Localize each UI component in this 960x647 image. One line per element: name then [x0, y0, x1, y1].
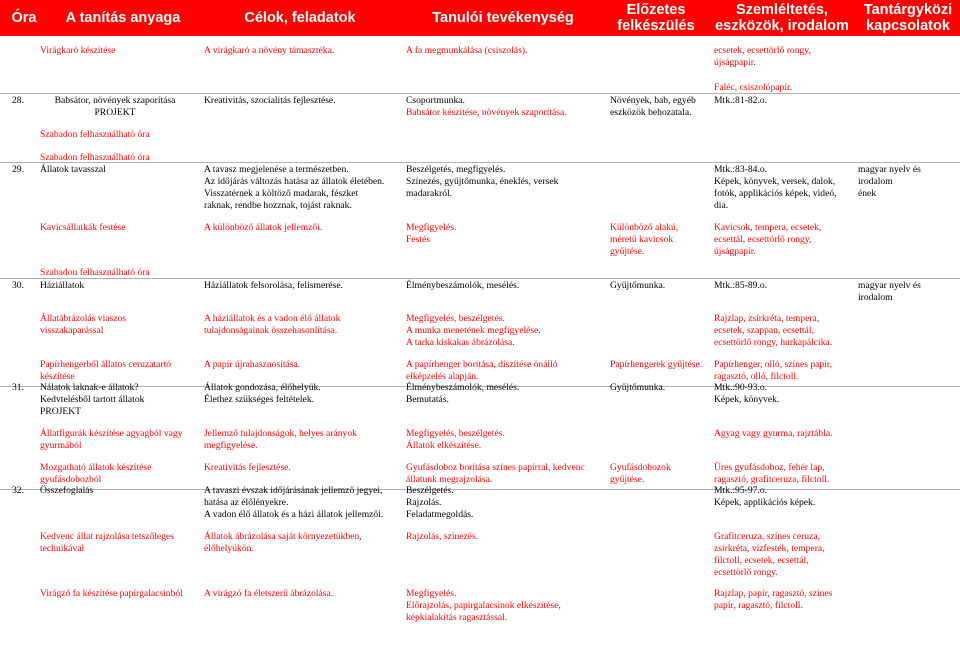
tanuloi-cell: Rajzolás, színezés. [406, 531, 479, 542]
tantargykozi-cell: magyar nyelv és irodalom ének [858, 164, 921, 199]
tanuloi-cell: A fa megmunkálása (csiszolás). [406, 45, 528, 56]
elozetes-cell: Különböző alakú, méretű kavicsok gyűjtése. [610, 222, 679, 257]
celok-cell: A tavasz megjelenése a természetben. Az időjárás változás hatása az állatok életében. Visszatérnek a költöző madarak, fészket raknak, rendbe hozznak, tojást raknak. [204, 164, 385, 211]
szemleltetes-cell: Rajzlap, papír, ragasztó, színes papír, ragasztó, filctoll. [714, 588, 833, 611]
ora-cell: 31. [12, 382, 24, 393]
tanuloi-cell: Beszélgetés, megfigyelés. Színezés, gyűjtőmunka, éneklés, versek madarakról. [406, 164, 559, 199]
celok-cell: A virágzó fa életszerű ábrázolása. [204, 588, 334, 599]
celok-cell: A papír újrahasznosítása. [204, 359, 301, 370]
szemleltetes-cell: Papírhenger, olló, színes papír, ragasztó, olló, filctoll. [714, 359, 833, 382]
szemleltetes-cell: Faléc, csiszolópapír. [714, 82, 793, 93]
anyag-cell: Virágkaró készítése [40, 45, 116, 56]
tanuloi-cell: Megfigyelés. Festés [406, 222, 457, 245]
tanuloi-cell: Megfigyelés, beszélgetés. A munka menetének megfigyelése. A tarka kiskakas ábrázolása. [406, 313, 541, 348]
col-elozetes: Előzetes felkészülés [617, 2, 695, 34]
szemleltetes-cell: Grafitceruza, színes ceruza, zsírkréta, vízfesték, tempera, filctoll, ecsetek, ecsettál, ecsettörlő rongy. [714, 531, 825, 578]
anyag-cell: Háziállatok [40, 280, 85, 291]
celok-cell: A tavaszi évszak időjárásának jellemző jegyei, hatása az élőlényekre. A vadon élő állatok és a házi állatok jellemzői. [204, 485, 384, 520]
szemleltetes-cell: Mtk.:95-97.o. Képek, applikációs képek. [714, 485, 816, 508]
elozetes-cell: Növények, bab, egyéb eszközök behozatala. [610, 95, 696, 118]
col-szemleltetes: Szemléltetés, eszközök, irodalom [715, 2, 849, 34]
table-header [0, 0, 960, 36]
col-tantargykozi: Tantárgyközi kapcsolatok [863, 2, 953, 34]
celok-cell: Háziállatok felsorolása, felismerése. [204, 280, 344, 291]
tantargykozi-cell: magyar nyelv és irodalom [858, 280, 921, 303]
ora-cell: 32. [12, 485, 24, 496]
szemleltetes-cell: Kavicsok, tempera, ecsetek, ecsettál, ecsettörlő rongy, újságpapír. [714, 222, 822, 257]
tanuloi-cell: Megfigyelés. Előrajzolás, papírgalacsinok elkészítése, képkialakítás ragasztással. [406, 588, 561, 623]
anyag-cell: Állatábrázolás viaszos visszakaparással [40, 313, 127, 336]
anyag-cell: Kavicsállatkák festése [40, 222, 126, 233]
anyag-cell: Összefoglalás [40, 485, 94, 496]
celok-cell: Állatok ábrázolása saját környezetükben, élőhelyükön. [204, 531, 362, 554]
tanuloi-cell: Babsátor készítése, növények szaporítása. [406, 107, 567, 118]
celok-cell: Kreativitás fejlesztése. [204, 462, 291, 473]
elozetes-cell: Gyűjtőmunka. [610, 382, 666, 393]
tanuloi-cell: Élménybeszámolók, mesélés. Bemutatás. [406, 382, 520, 405]
col-anyag: A tanítás anyaga [65, 10, 181, 26]
col-tanuloi: Tanulói tevékenység [432, 10, 574, 26]
ora-cell: 28. [12, 95, 24, 106]
anyag-cell: Papírhengerből állatos ceruzatartó készítése [40, 359, 172, 382]
elozetes-cell: Gyűjtőmunka. [610, 280, 666, 291]
elozetes-cell: Papírhengerek gyűjtése. [610, 359, 703, 370]
ora-cell: 29. [12, 164, 24, 175]
szemleltetes-cell: Üres gyufásdoboz, fehér lap, ragasztó, grafitceruza, filctoll. [714, 462, 830, 485]
celok-cell: Jellemző tulajdonságok, helyes arányok megfigyelése. [204, 428, 357, 451]
szemleltetes-cell: Mtk.:81-82.o. [714, 95, 768, 106]
tanuloi-cell: Élménybeszámolók, mesélés. [406, 280, 520, 291]
tanuloi-cell: Beszélgetés. Rajzolás. Feladatmegoldás. [406, 485, 474, 520]
row-divider [0, 489, 960, 490]
col-celok: Célok, feladatok [244, 10, 356, 26]
anyag-cell: Mozgatható állatok készítése gyufásdobozból [40, 462, 152, 485]
anyag-cell: Szabadon felhasználható óra [40, 152, 150, 163]
szemleltetes-cell: Mtk.:85-89.o. [714, 280, 768, 291]
anyag-cell: Babsátor, növények szaporítása PROJEKT [54, 95, 176, 118]
anyag-cell: Állatfigurák készítése agyagból vagy gyurmából [40, 428, 183, 451]
col-ora: Óra [11, 10, 37, 26]
tanuloi-cell: Csoportmunka. [406, 95, 465, 106]
anyag-cell: Virágzó fa készítése papírgalacsinból [40, 588, 183, 599]
szemleltetes-cell: Mtk.:83-84.o. Képek, könyvek, versek, dalok, fotók, applikációs képek, videó, dia. [714, 164, 837, 211]
anyag-cell: Állatok tavasszal [40, 164, 106, 175]
celok-cell: Állatok gondozása, élőhelyük. Élethez szükséges feltételek. [204, 382, 321, 405]
anyag-cell: Kedvenc állat rajzolása tetszőleges technikával [40, 531, 174, 554]
anyag-cell: Szabadon felhasználható óra [40, 129, 150, 140]
celok-cell: A különböző állatok jellemzői. [204, 222, 323, 233]
ora-cell: 30. [12, 280, 24, 291]
szemleltetes-cell: Mtk.:90-93.o. Képek, könyvek. [714, 382, 780, 405]
tanuloi-cell: A papírhenger borítása, díszítése önálló elképzelés alapján. [406, 359, 558, 382]
celok-cell: Kreativitás, szocialitás fejlesztése. [204, 95, 336, 106]
szemleltetes-cell: ecsetek, ecsettörlő rongy, újságpapír. [714, 45, 811, 68]
elozetes-cell: Gyufásdobozok gyűjtése. [610, 462, 671, 485]
tanuloi-cell: Megfigyelés, beszélgetés. Állatok elkészítése. [406, 428, 505, 451]
row-divider [0, 93, 960, 94]
szemleltetes-cell: Rajzlap, zsírkréta, tempera, ecsetek, szappan, ecsettál, ecsettörlő rongy, hurkapálcika. [714, 313, 833, 348]
tanuloi-cell: Gyufásdoboz borítása színes papírral, kedvenc állatunk megrajzolása. [406, 462, 585, 485]
celok-cell: A virágkaró a növény támasztéka. [204, 45, 335, 56]
celok-cell: A háziállatok és a vadon élő állatok tulajdonságainak összehasonlítása. [204, 313, 341, 336]
szemleltetes-cell: Agyag vagy gyurma, rajztábla. [714, 428, 833, 439]
anyag-cell: Nálatok laknak-e állatok? Kedvtelésből tartott állatok PROJEKT [40, 382, 145, 417]
anyag-cell: Szabadon felhasználható óra [40, 267, 150, 278]
